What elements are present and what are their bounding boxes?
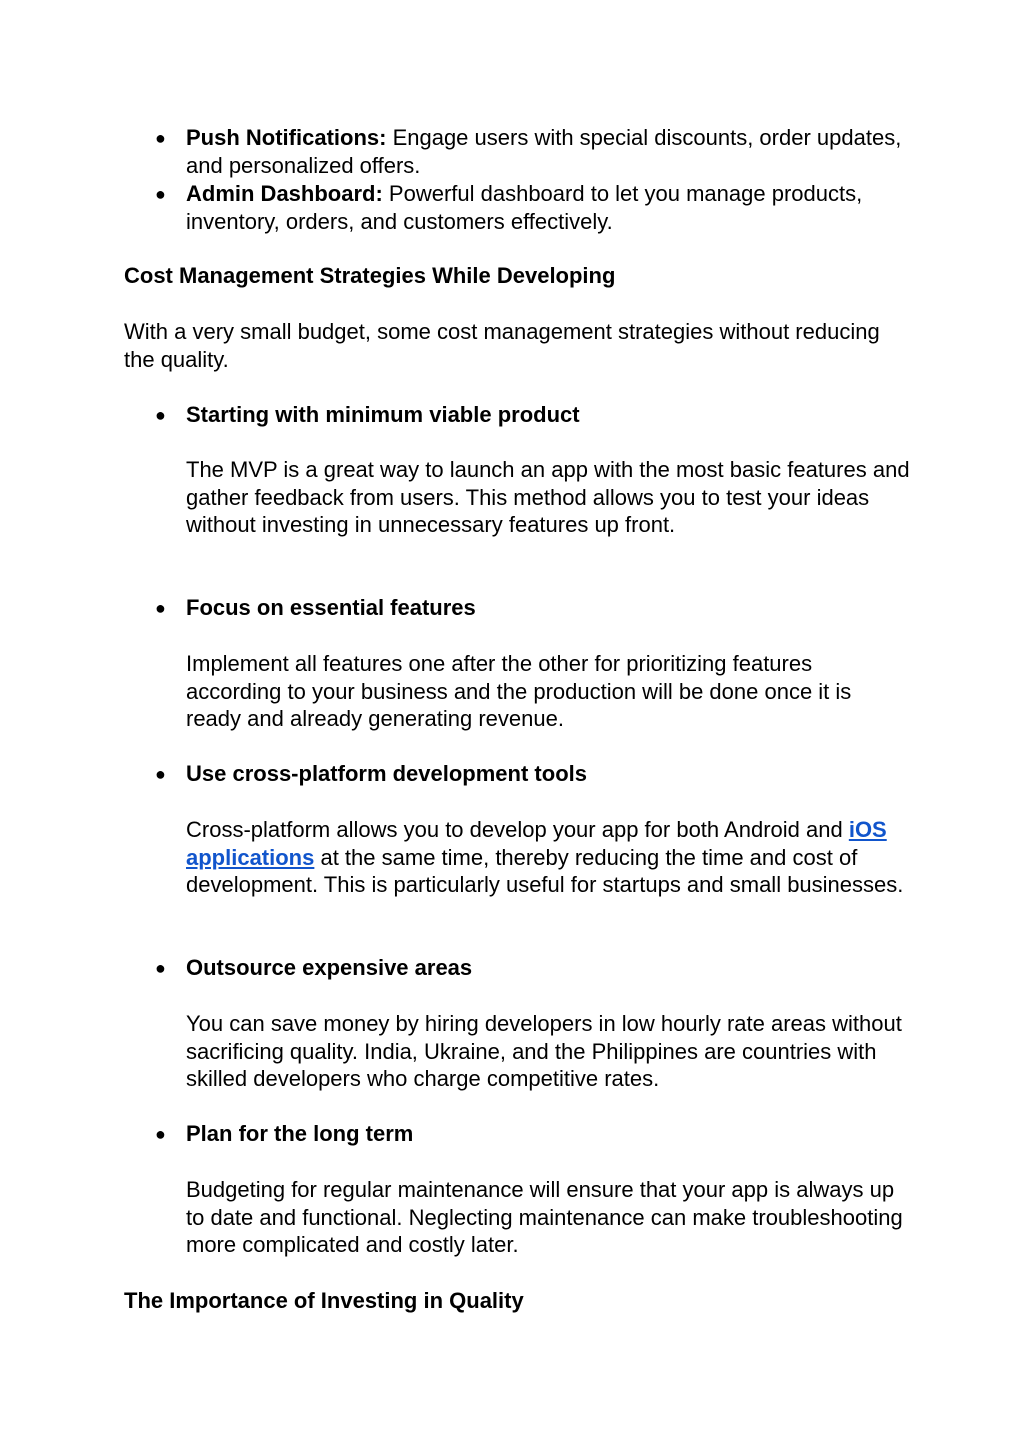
bullet-icon: ● xyxy=(155,184,166,204)
bullet-icon: ● xyxy=(155,598,166,618)
strategy-title-cross-platform: Use cross-platform development tools xyxy=(186,761,587,786)
section-intro: With a very small budget, some cost management strategies without reducing the quality. xyxy=(124,319,880,372)
strategy-body-long-term: Budgeting for regular maintenance will ensure that your app is always up to date and functional. Neglecting maintenance can make troubleshooting more complicated and costly later. xyxy=(186,1177,903,1258)
bullet-icon: ● xyxy=(155,958,166,978)
bullet-icon: ● xyxy=(155,764,166,784)
bullet-icon: ● xyxy=(155,1124,166,1144)
feature-item-push-notifications xyxy=(186,124,911,179)
strategy-body-essential-features: Implement all features one after the other for prioritizing features according to your business and the production will be done once it is ready and already generating revenue. xyxy=(186,651,852,732)
strategy-title-essential-features: Focus on essential features xyxy=(186,595,476,620)
feature-label: Admin Dashboard: xyxy=(186,181,383,206)
strategy-title-outsource: Outsource expensive areas xyxy=(186,955,473,980)
feature-item-admin-dashboard xyxy=(186,180,911,235)
bullet-icon: ● xyxy=(155,128,166,148)
strategy-title-long-term: Plan for the long term xyxy=(186,1121,414,1146)
section-heading-cost-management: Cost Management Strategies While Developing xyxy=(124,263,616,288)
feature-text: Powerful dashboard to let you manage products, inventory, orders, and customers effectively. xyxy=(186,181,863,234)
section-heading-investing-quality: The Importance of Investing in Quality xyxy=(124,1288,524,1313)
strategy-body-text: Cross-platform allows you to develop your app for both Android and xyxy=(186,817,849,842)
feature-text: Engage users with special discounts, order updates, and personalized offers. xyxy=(186,125,902,178)
strategy-body-cross-platform xyxy=(186,816,911,899)
bullet-icon: ● xyxy=(155,405,166,425)
strategy-body-mvp: The MVP is a great way to launch an app with the most basic features and gather feedback from users. This method allows you to test your ideas without investing in unnecessary features up front. xyxy=(186,457,910,538)
ios-applications-link[interactable]: iOS applications xyxy=(186,817,887,870)
strategy-body-text: at the same time, thereby reducing the time and cost of development. This is particularly useful for startups and small businesses. xyxy=(186,844,904,898)
strategy-body-outsource: You can save money by hiring developers in low hourly rate areas without sacrificing quality. India, Ukraine, and the Philippines are countries with skilled developers who charge competitive rates. xyxy=(186,1011,902,1092)
feature-label: Push Notifications: xyxy=(186,125,387,150)
strategy-title-mvp: Starting with minimum viable product xyxy=(186,402,580,427)
